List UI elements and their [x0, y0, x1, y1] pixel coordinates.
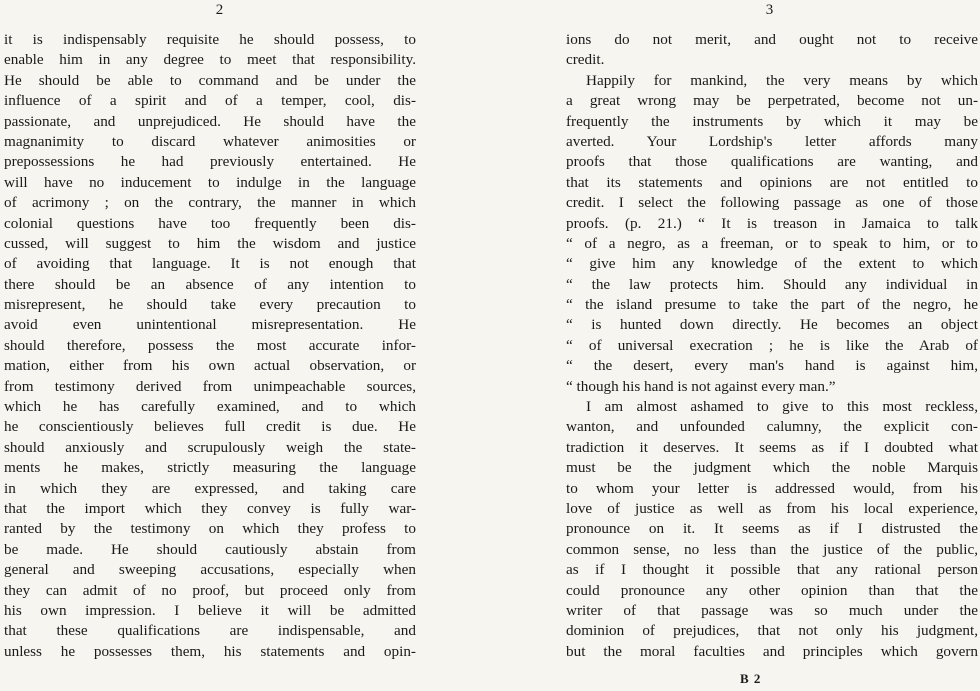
text-line: which he has carefully examined, and to which — [4, 398, 416, 416]
text-line: “ the desert, every man's hand is against him, — [566, 357, 978, 375]
text-line: Happily for mankind, the very means by which — [586, 71, 978, 89]
text-line: could pronounce any other opinion than that the — [566, 581, 978, 599]
text-line: “ give him any knowledge of the extent to which — [566, 255, 978, 273]
text-line: that these qualifications are indispensable, and — [4, 622, 416, 640]
page-number-right: 3 — [765, 2, 775, 18]
text-line: it is indispensably requisite he should possess, to — [4, 31, 416, 48]
text-line: common sense, no less than the justice of the public, — [566, 540, 978, 558]
text-line: cussed, will suggest to him the wisdom and justice — [4, 234, 416, 252]
text-line: enable him in any degree to meet that responsibility. — [4, 51, 416, 69]
text-line: love of justice as well as from his local experience, — [566, 499, 978, 517]
left-page-text — [4, 30, 416, 662]
text-line: wanton, and unfounded calumny, the explicit con- — [566, 418, 978, 436]
text-line: pronounce on it. It seems as if I distrusted the — [566, 520, 978, 538]
text-line: ions do not merit, and ought not to receive — [566, 31, 978, 48]
text-line: mation, either from his own actual observation, or — [4, 357, 416, 375]
text-line: must be the judgment which the noble Marquis — [566, 459, 978, 477]
text-line: that its statements and opinions are not entitled to — [566, 173, 978, 191]
text-line: writer of that passage was so much under the — [566, 601, 978, 619]
text-line: “ of a negro, as a freeman, or to speak to him, or to — [566, 234, 978, 252]
text-line: should anxiously and scrupulously weigh the state- — [4, 438, 416, 456]
text-line: “ though his hand is not against every man.” — [566, 377, 836, 395]
text-line: credit. I select the following passage as one of those — [566, 194, 978, 212]
text-line: from testimony derived from unimpeachable sources, — [4, 377, 416, 395]
text-line: that the import which they convey is fully war- — [4, 499, 416, 517]
text-line: of acrimony ; on the contrary, the manner in which — [4, 194, 416, 212]
text-line: misrepresent, he should take every precaution to — [4, 296, 416, 314]
text-line: of avoiding that language. It is not enough that — [4, 255, 416, 273]
page-number-left: 2 — [215, 2, 225, 18]
text-line: credit. — [566, 51, 605, 69]
text-line: ranted by the testimony on which they profess to — [4, 520, 416, 538]
text-line: will have no inducement to indulge in the language — [4, 173, 416, 191]
right-page-text — [566, 30, 978, 662]
text-line: influence of a spirit and of a temper, cool, dis- — [4, 92, 416, 110]
left-page — [0, 0, 440, 691]
text-line: he conscientiously believes full credit is due. He — [4, 418, 416, 436]
text-line: frequently the instruments by which it may be — [566, 112, 978, 130]
text-line: be made. He should cautiously abstain from — [4, 540, 416, 558]
text-line: should therefore, possess the most accurate infor- — [4, 336, 416, 354]
text-line: they can admit of no proof, but proceed only from — [4, 581, 416, 599]
text-line: dominion of prejudices, that not only his judgment, — [566, 622, 978, 640]
text-line: tradiction it deserves. It seems as if I doubted what — [566, 438, 978, 456]
text-line: colonial questions have too frequently been dis- — [4, 214, 416, 232]
text-line: “ of universal execration ; he is like the Arab of — [566, 336, 978, 354]
text-line: I am almost ashamed to give to this most reckless, — [586, 398, 978, 416]
text-line: there should be an absence of any intention to — [4, 275, 416, 293]
text-line: passionate, and unprejudiced. He should have the — [4, 112, 416, 130]
text-line: proofs that those qualifications are wanting, and — [566, 153, 978, 171]
text-line: magnanimity to discard whatever animosities or — [4, 132, 416, 150]
text-line: ments he makes, strictly measuring the language — [4, 459, 416, 477]
signature-mark: B 2 — [740, 671, 762, 686]
text-line: his own impression. I believe it will be admitted — [4, 601, 416, 619]
text-line: avoid even unintentional misrepresentation. He — [4, 316, 416, 334]
text-line: He should be able to command and be under the — [4, 71, 416, 89]
text-line: “ the law protects him. Should any individual in — [566, 275, 978, 293]
text-line: unless he possesses them, his statements and opin- — [4, 642, 416, 660]
text-line: but the moral faculties and principles which govern — [566, 642, 978, 660]
text-line: prepossessions he had previously entertained. He — [4, 153, 416, 171]
text-line: as if I thought it possible that any rational person — [566, 561, 978, 579]
text-line: “ the island presume to take the part of the negro, he — [566, 296, 978, 314]
text-line: general and sweeping accusations, especially when — [4, 561, 416, 579]
text-line: proofs. (p. 21.) “ It is treason in Jamaica to talk — [566, 214, 978, 232]
text-line: to whom your letter is addressed would, from his — [566, 479, 978, 497]
text-line: in which they are expressed, and taking care — [4, 479, 416, 497]
text-line: a great wrong may be perpetrated, become not un- — [566, 92, 978, 110]
text-line: averted. Your Lordship's letter affords many — [566, 132, 978, 150]
right-page — [560, 0, 980, 691]
text-line: “ is hunted down directly. He becomes an object — [566, 316, 978, 334]
